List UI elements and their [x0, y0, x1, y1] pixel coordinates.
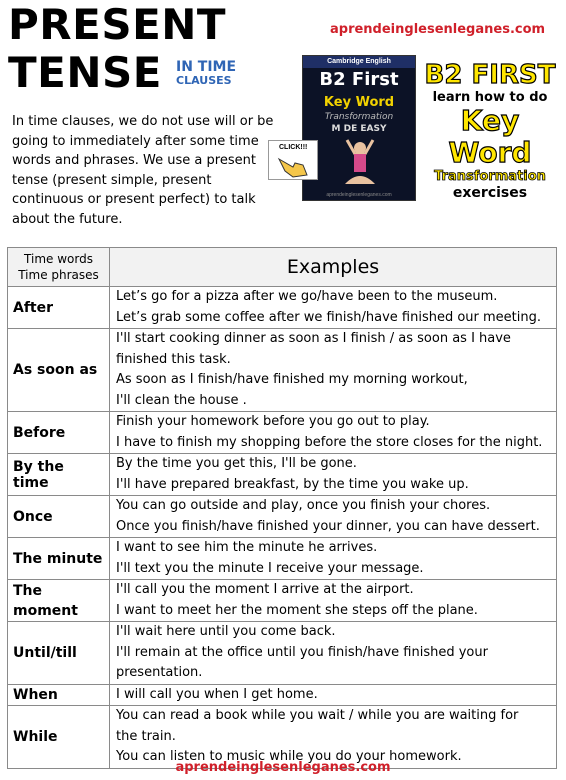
- table-row: [8, 287, 557, 329]
- book-footer: aprendeinglesenleganes.com: [326, 192, 392, 198]
- time-word-cell: Once: [8, 496, 110, 538]
- examples-cell: [110, 580, 557, 622]
- example-line: You can go outside and play, once you finish your chores.: [116, 498, 491, 513]
- subtitle-line1: IN TIME: [176, 59, 237, 75]
- header-time-words-line2: Time phrases: [18, 268, 99, 282]
- table-row: [8, 412, 557, 454]
- site-link-bottom[interactable]: aprendeinglesenleganes.com: [175, 760, 391, 775]
- book-transformation: Transformation: [324, 112, 394, 122]
- example-line: presentation.: [116, 665, 203, 680]
- example-line: I want to see him the minute he arrives.: [116, 540, 378, 555]
- title-tense: TENSE: [8, 48, 162, 97]
- pointing-hand-icon: [275, 153, 311, 179]
- example-line: the train.: [116, 728, 176, 744]
- header-examples: Examples: [110, 248, 557, 287]
- click-label: CLICK!!!: [279, 144, 308, 151]
- examples-cell: [110, 538, 557, 580]
- examples-cell: [110, 454, 557, 496]
- book-title: B2 First: [319, 69, 399, 90]
- example-line: I'll remain at the office until you finish/have finished your: [116, 644, 488, 660]
- example-line: Once you finish/have finished your dinner, you can have dessert.: [116, 518, 540, 534]
- example-line: As soon as I finish/have finished my morning workout,: [116, 372, 468, 387]
- time-word-cell: As soon as: [8, 329, 110, 412]
- example-line: I have to finish my shopping before the store closes for the night.: [116, 434, 543, 450]
- table-row: [8, 454, 557, 496]
- examples-cell: [110, 706, 557, 769]
- examples-cell: [110, 329, 557, 412]
- table-row: [8, 684, 557, 706]
- time-word-cell: By the time: [8, 454, 110, 496]
- example-line: I'll start cooking dinner as soon as I finish / as soon as I have: [116, 331, 511, 346]
- examples-cell: [110, 496, 557, 538]
- example-line: You can listen to music while you do your homework.: [116, 749, 462, 764]
- example-line: Finish your homework before you go out to play.: [116, 414, 430, 429]
- example-line: finished this task.: [116, 351, 231, 367]
- example-line: I'll wait here until you come back.: [116, 624, 336, 639]
- time-word-cell: The moment: [8, 580, 110, 622]
- book-made-easy: M DE EASY: [331, 124, 387, 134]
- subtitle-line2: CLAUSES: [176, 74, 232, 87]
- time-word-cell: While: [8, 706, 110, 769]
- intro-paragraph: In time clauses, we do not use will or be going to immediately after some time words and phrases. We use a present tense (present simple, present continuous or present perfect) to talk about the future.: [12, 114, 274, 227]
- promo-line2: learn how to do: [432, 90, 548, 105]
- promo-line5: exercises: [452, 185, 528, 201]
- example-line: I want to meet her the moment she steps off the plane.: [116, 602, 478, 618]
- click-badge[interactable]: [268, 140, 318, 180]
- time-word-cell: Before: [8, 412, 110, 454]
- example-line: I'll text you the minute I receive your message.: [116, 560, 424, 576]
- site-link-top[interactable]: aprendeinglesenleganes.com: [330, 22, 546, 37]
- example-line: Let’s go for a pizza after we go/have been to the museum.: [116, 289, 498, 304]
- title-subtitle: [176, 60, 236, 87]
- example-line: Let’s grab some coffee after we finish/have finished our meeting.: [116, 309, 542, 325]
- time-word-cell: Until/till: [8, 622, 110, 685]
- time-clauses-table: [7, 247, 557, 769]
- title-present: PRESENT: [8, 0, 227, 49]
- example-line: By the time you get this, I'll be gone.: [116, 456, 357, 471]
- table-row: [8, 580, 557, 622]
- table-row: [8, 496, 557, 538]
- promo-text: [420, 60, 560, 202]
- examples-cell: [110, 287, 557, 329]
- example-line: I will call you when I get home.: [116, 686, 318, 702]
- book-top-label: Cambridge English: [303, 56, 415, 68]
- examples-cell: [110, 412, 557, 454]
- example-line: I'll clean the house .: [116, 392, 247, 408]
- header-time-words-line1: Time words: [24, 252, 93, 266]
- promo-line1: B2 FIRST: [424, 60, 556, 90]
- time-word-cell: After: [8, 287, 110, 329]
- promo-line4: Transformation: [434, 169, 546, 184]
- table-row: [8, 706, 557, 769]
- header-time-words: [8, 248, 110, 287]
- examples-cell: [110, 684, 557, 706]
- example-line: I'll call you the moment I arrive at the airport.: [116, 582, 414, 597]
- table-header-row: [8, 248, 557, 287]
- time-word-cell: When: [8, 684, 110, 706]
- table-row: [8, 622, 557, 685]
- meditating-person-icon: [343, 138, 377, 190]
- examples-cell: [110, 622, 557, 685]
- table-row: [8, 538, 557, 580]
- book-key-word: Key Word: [323, 95, 395, 110]
- book-cover-image[interactable]: [302, 55, 416, 201]
- promo-line3: Key Word: [448, 104, 532, 169]
- table-row: [8, 329, 557, 412]
- example-line: You can read a book while you wait / while you are waiting for: [116, 708, 519, 723]
- time-word-cell: The minute: [8, 538, 110, 580]
- example-line: I'll have prepared breakfast, by the time you wake up.: [116, 476, 469, 492]
